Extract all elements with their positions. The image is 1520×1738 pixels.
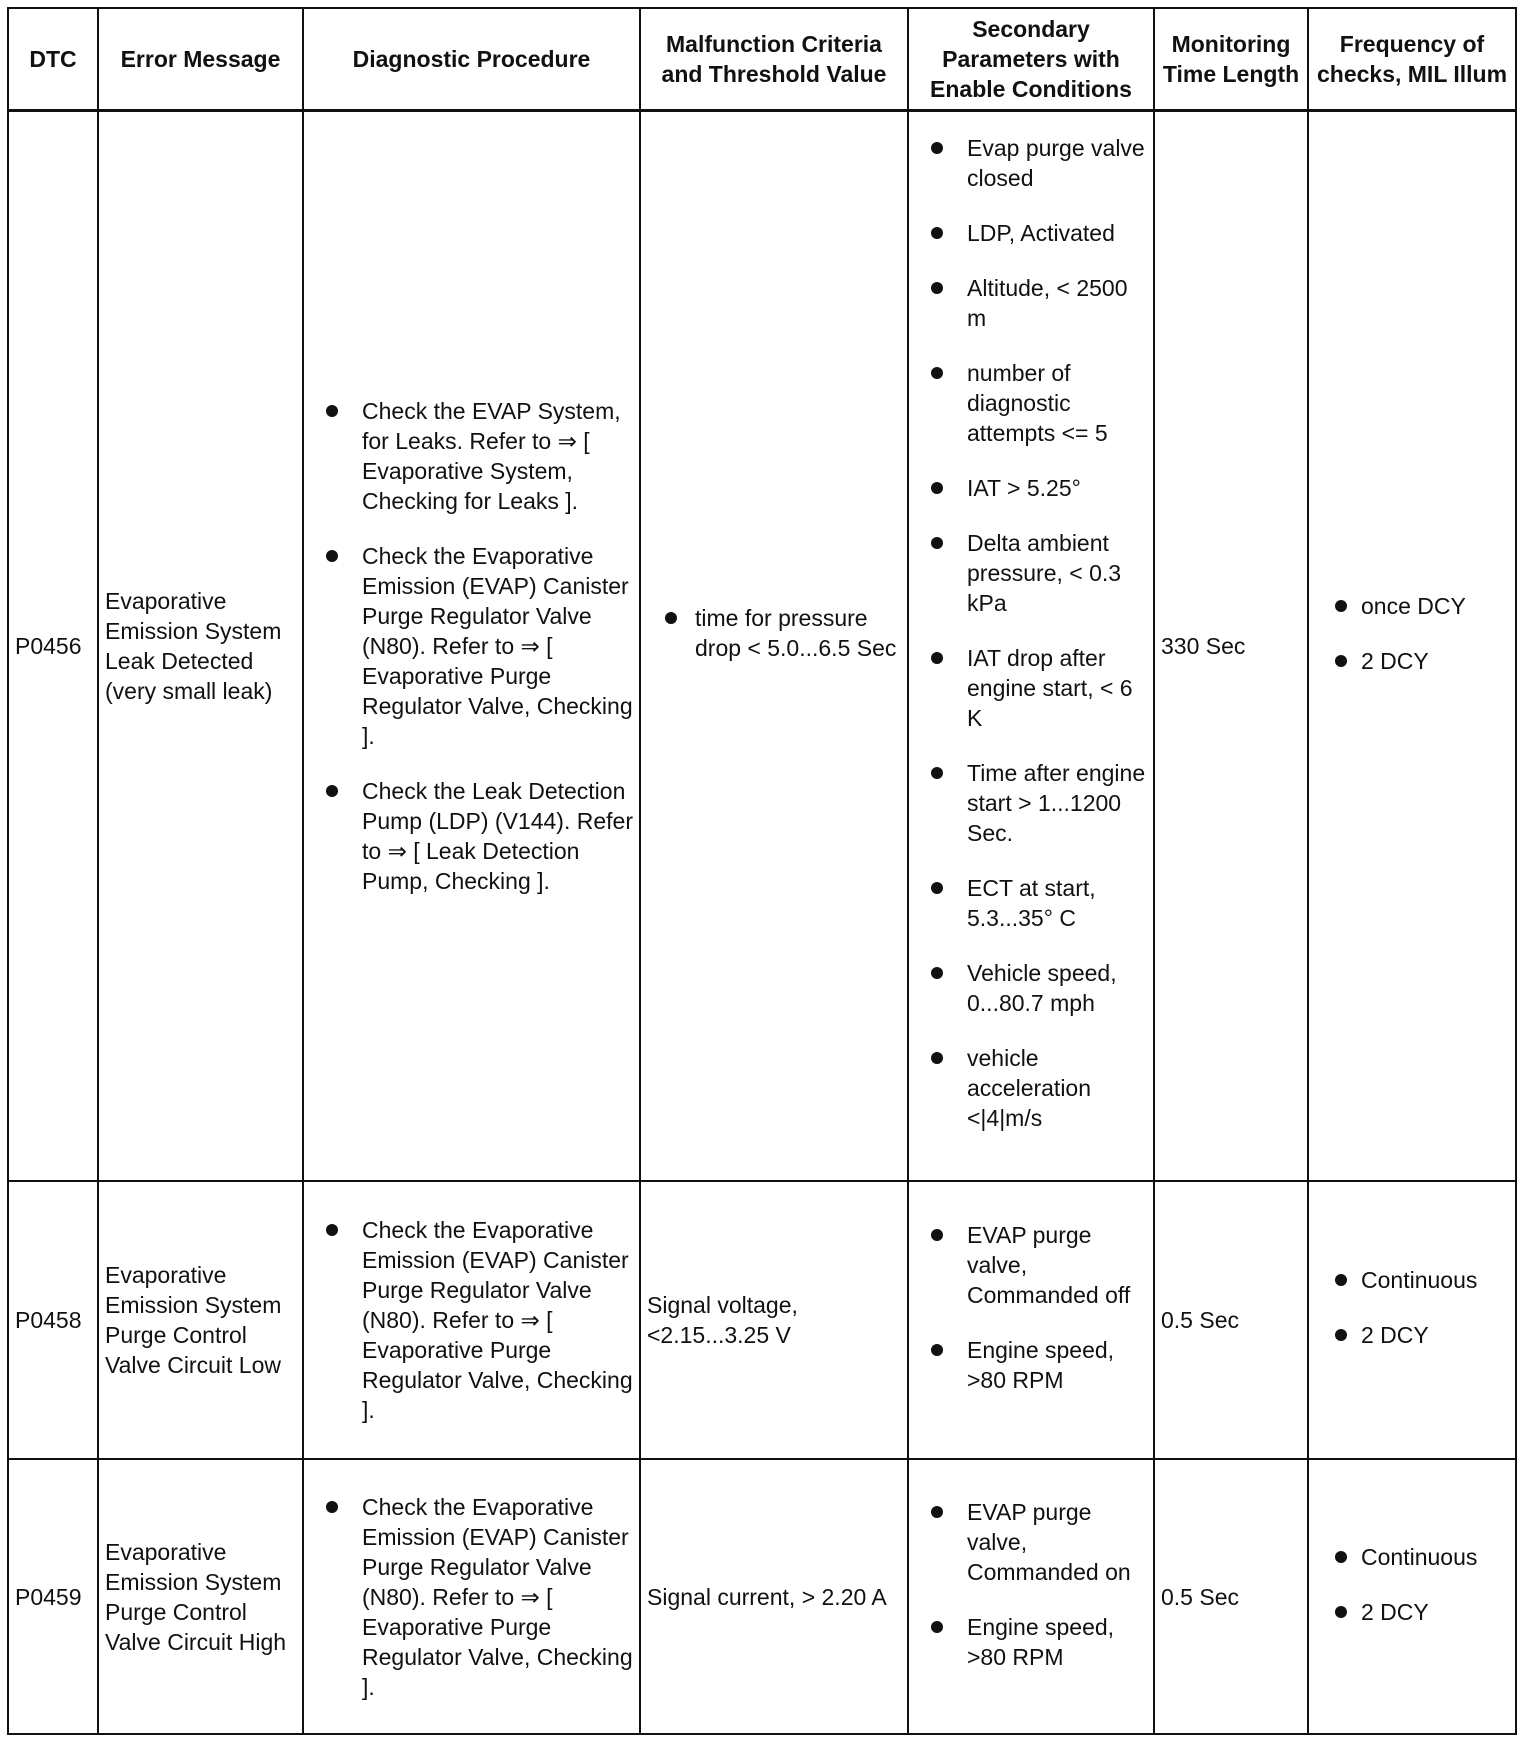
secondary-parameters	[908, 1459, 1154, 1734]
error-message: Evaporative Emission System Leak Detected (very small leak)	[98, 110, 303, 1181]
table-row	[8, 1181, 1516, 1459]
secondary-item: Engine speed, >80 RPM	[915, 1335, 1147, 1395]
header-malfunction-criteria: Malfunction Criteria and Threshold Value	[640, 8, 908, 110]
secondary-item: IAT drop after engine start, < 6 K	[915, 643, 1147, 733]
malfunction-criteria: Signal current, > 2.20 A	[640, 1459, 908, 1734]
frequency-item: Continuous	[1315, 1542, 1509, 1572]
secondary-item: Vehicle speed, 0...80.7 mph	[915, 958, 1147, 1018]
table-row	[8, 110, 1516, 1181]
secondary-item: Delta ambient pressure, < 0.3 kPa	[915, 528, 1147, 618]
frequency-item: 2 DCY	[1315, 1597, 1509, 1627]
dtc-code: P0458	[8, 1181, 98, 1459]
monitoring-time: 330 Sec	[1154, 110, 1308, 1181]
diagnostic-procedure	[303, 110, 640, 1181]
header-dtc: DTC	[8, 8, 98, 110]
header-monitoring-time: Monitoring Time Length	[1154, 8, 1308, 110]
procedure-item: Check the Evaporative Emission (EVAP) Canister Purge Regulator Valve (N80). Refer to ⇒ [ Evaporative Purge Regulator Valve, Checking ].	[310, 1492, 633, 1702]
malfunction-criteria	[640, 110, 908, 1181]
frequency-item: 2 DCY	[1315, 646, 1509, 676]
dtc-table	[7, 7, 1517, 1735]
secondary-item: Time after engine start > 1...1200 Sec.	[915, 758, 1147, 848]
secondary-item: EVAP purge valve, Commanded off	[915, 1220, 1147, 1310]
criteria-item: time for pressure drop < 5.0...6.5 Sec	[647, 603, 901, 663]
error-message: Evaporative Emission System Purge Control Valve Circuit High	[98, 1459, 303, 1734]
header-error-message: Error Message	[98, 8, 303, 110]
secondary-item: EVAP purge valve, Commanded on	[915, 1497, 1147, 1587]
diagnostic-procedure	[303, 1459, 640, 1734]
secondary-item: Evap purge valve closed	[915, 133, 1147, 193]
frequency-item: 2 DCY	[1315, 1320, 1509, 1350]
header-row	[8, 8, 1516, 110]
frequency-item: once DCY	[1315, 591, 1509, 621]
diagnostic-procedure	[303, 1181, 640, 1459]
secondary-item: Altitude, < 2500 m	[915, 273, 1147, 333]
secondary-item: IAT > 5.25°	[915, 473, 1147, 503]
secondary-item: ECT at start, 5.3...35° C	[915, 873, 1147, 933]
header-frequency: Frequency of checks, MIL Illum	[1308, 8, 1516, 110]
procedure-item: Check the EVAP System, for Leaks. Refer to ⇒ [ Evaporative System, Checking for Leaks ].	[310, 396, 633, 516]
table-row	[8, 1459, 1516, 1734]
malfunction-criteria: Signal voltage, <2.15...3.25 V	[640, 1181, 908, 1459]
secondary-item: Engine speed, >80 RPM	[915, 1612, 1147, 1672]
header-diagnostic-procedure: Diagnostic Procedure	[303, 8, 640, 110]
secondary-parameters	[908, 1181, 1154, 1459]
procedure-item: Check the Leak Detection Pump (LDP) (V144). Refer to ⇒ [ Leak Detection Pump, Checking ].	[310, 776, 633, 896]
frequency	[1308, 1181, 1516, 1459]
header-secondary-parameters: Secondary Parameters with Enable Conditions	[908, 8, 1154, 110]
frequency	[1308, 110, 1516, 1181]
secondary-item: LDP, Activated	[915, 218, 1147, 248]
dtc-code: P0456	[8, 110, 98, 1181]
dtc-code: P0459	[8, 1459, 98, 1734]
frequency-item: Continuous	[1315, 1265, 1509, 1295]
secondary-item: vehicle acceleration <|4|m/s	[915, 1043, 1147, 1133]
procedure-item: Check the Evaporative Emission (EVAP) Canister Purge Regulator Valve (N80). Refer to ⇒ [ Evaporative Purge Regulator Valve, Checking ].	[310, 541, 633, 751]
monitoring-time: 0.5 Sec	[1154, 1181, 1308, 1459]
secondary-parameters	[908, 110, 1154, 1181]
secondary-item: number of diagnostic attempts <= 5	[915, 358, 1147, 448]
error-message: Evaporative Emission System Purge Control Valve Circuit Low	[98, 1181, 303, 1459]
monitoring-time: 0.5 Sec	[1154, 1459, 1308, 1734]
procedure-item: Check the Evaporative Emission (EVAP) Canister Purge Regulator Valve (N80). Refer to ⇒ [ Evaporative Purge Regulator Valve, Checking ].	[310, 1215, 633, 1425]
frequency	[1308, 1459, 1516, 1734]
